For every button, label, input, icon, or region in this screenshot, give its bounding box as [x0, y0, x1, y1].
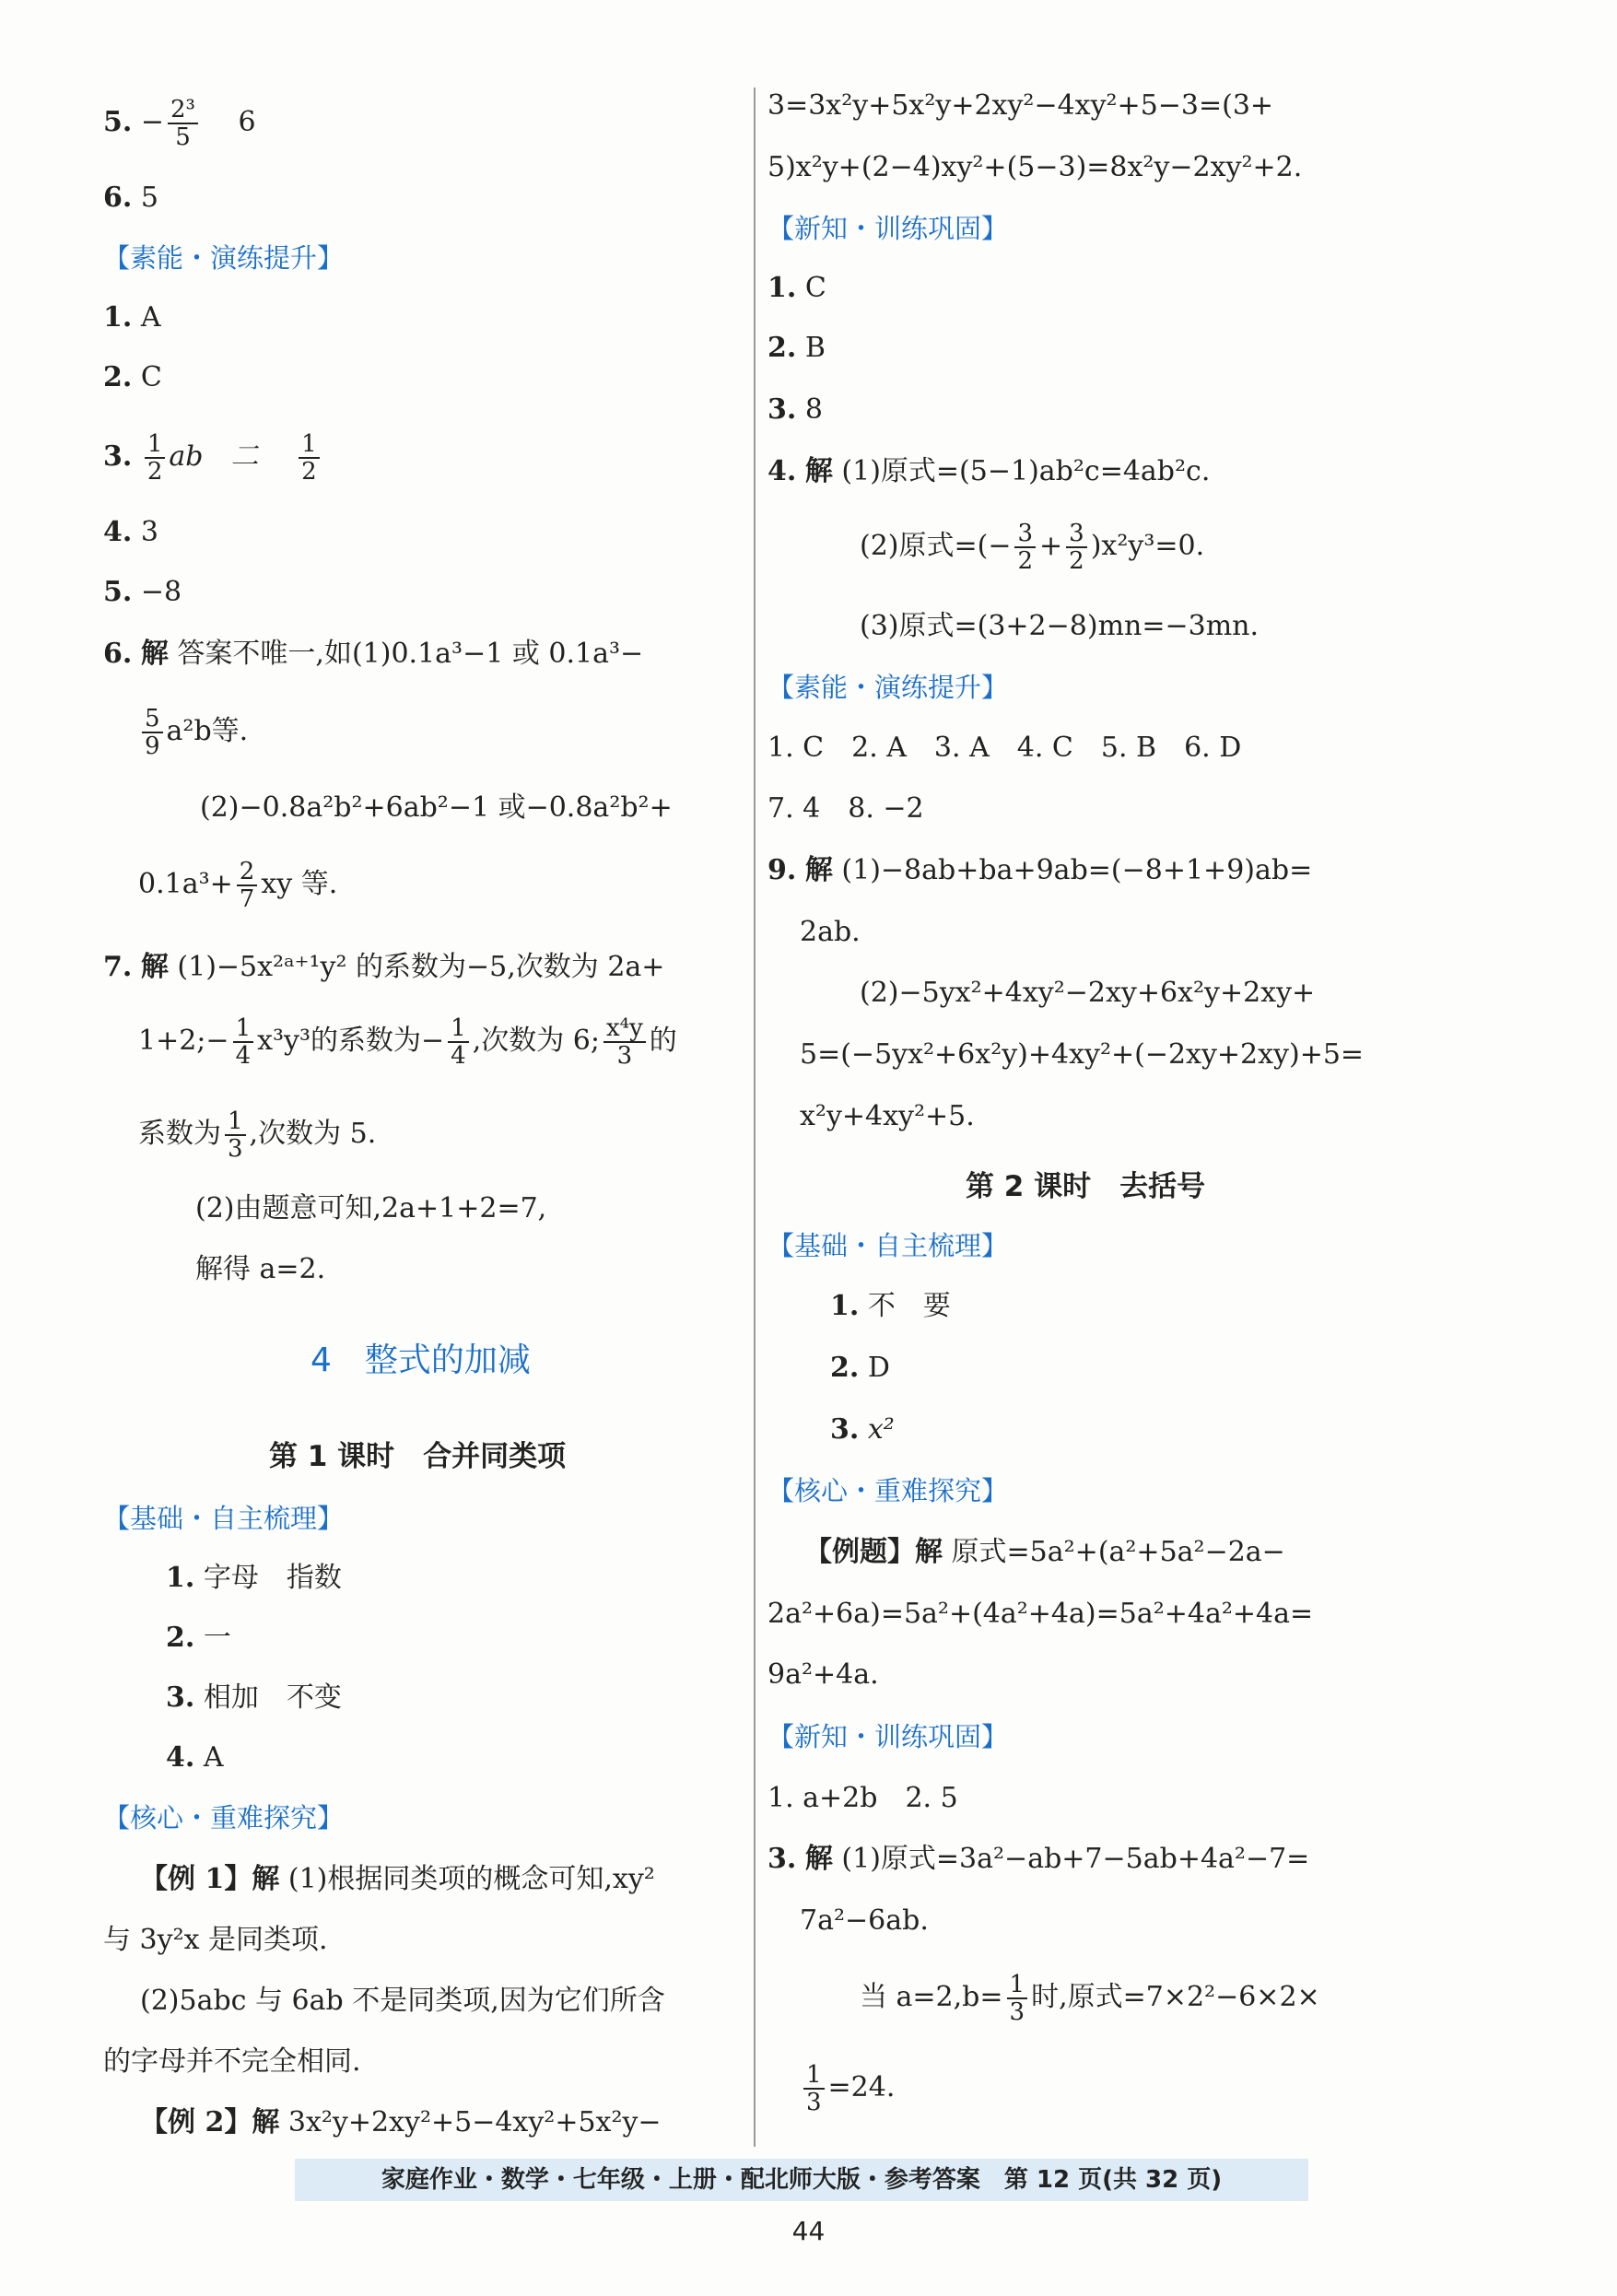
section-header: 【新知・训练巩固】 [767, 213, 1009, 244]
section-header: 【核心・重难探究】 [767, 1475, 1009, 1506]
example-2: 【例 2】解 3x²y+2xy²+5−4xy²+5x²y− [140, 2106, 662, 2138]
section-header: 【基础・自主梳理】 [767, 1230, 1009, 1261]
example-1-part2: (2)5abc 与 6ab 不是同类项,因为它们所含 [140, 1985, 665, 2017]
answer-row-7-8: 7. 4 8. −2 [767, 792, 924, 825]
answer-7-result: 解得 a=2. [195, 1253, 326, 1285]
section-header: 【素能・演练提升】 [767, 672, 1009, 703]
section-header: 【基础・自主梳理】 [103, 1503, 345, 1534]
lesson-title: 第 1 课时 合并同类项 [269, 1440, 567, 1473]
answer-6: 6. 5 [103, 182, 158, 214]
example-1-part2-cont: 的字母并不完全相同. [103, 2045, 361, 2078]
page-footer: 家庭作业・数学・七年级・上册・配北师大版・参考答案 第 12 页(共 32 页) [295, 2159, 1308, 2201]
answer-3: 3. 解 (1)原式=3a²−ab+7−5ab+4a²−7= [767, 1843, 1310, 1875]
answer-9-cont: 2ab. [800, 916, 861, 948]
section-header: 【素能・演练提升】 [103, 242, 345, 274]
answer-7-part2: (2)由题意可知,2a+1+2=7, [195, 1192, 547, 1224]
answer-5: 5. − $\frac{\text{2³}}{5}$ 6 [103, 96, 256, 151]
answer-1: 1. C [767, 272, 826, 304]
answer-9-part2: (2)−5yx²+4xy²−2xy+6x²y+2xy+ [860, 977, 1316, 1009]
answer-row-1-6: 1. C 2. A 3. A 4. C 5. B 6. D [767, 732, 1242, 764]
answer-3: 3. 相加 不变 [166, 1681, 342, 1714]
answer-3-result: $\frac{1}{3}$ =24. [800, 2062, 895, 2115]
answer-1: 1. A [103, 301, 161, 334]
answer-6-part2-cont: 0.1a³+ $\frac{2}{7}$ xy 等. [138, 858, 338, 913]
page-number: 44 [791, 2216, 826, 2246]
answer-7: 7. 解 (1)−5x²ᵃ⁺¹y² 的系数为−5,次数为 2a+ [103, 951, 665, 983]
answer-3: 3. $\frac{1}{2}$ ab 二 $\frac{1}{2}$ [103, 431, 323, 485]
chapter-title: 4 整式的加减 [311, 1341, 531, 1379]
answer-4: 4. 3 [103, 516, 158, 548]
answer-row-1-2: 1. a+2b 2. 5 [767, 1782, 958, 1814]
answer-6-part2: (2)−0.8a²b²+6ab²−1 或−0.8a²b²+ [200, 791, 673, 824]
example-result: 9a²+4a. [767, 1658, 879, 1691]
answer-6b: 6. 解 答案不唯一,如(1)0.1a³−1 或 0.1a³− [103, 638, 644, 670]
lesson-title: 第 2 课时 去括号 [966, 1170, 1206, 1203]
answer-7-cont: 1+2;− $\frac{1}{4}$ x³y³的系数为− $\frac{1}{4}$ ,次数为 6; $\frac{\text{x⁴y}}{3}$ 的 [138, 1014, 677, 1070]
answer-4: 4. 解 (1)原式=(5−1)ab²c=4ab²c. [767, 455, 1211, 487]
answer-9: 9. 解 (1)−8ab+ba+9ab=(−8+1+9)ab= [767, 854, 1313, 886]
answer-3-cont: 7a²−6ab. [800, 1904, 929, 1937]
answer-9-part2-cont: 5=(−5yx²+6x²y)+4xy²+(−2xy+2xy)+5= [800, 1038, 1365, 1071]
answer-6-cont: $\frac{5}{9}$ a²b等. [138, 706, 248, 759]
example-cont: 2a²+6a)=5a²+(4a²+4a)=5a²+4a²+4a= [767, 1598, 1314, 1630]
answer-4: 4. A [166, 1741, 224, 1774]
answer-4-part3: (3)原式=(3+2−8)mn=−3mn. [860, 610, 1260, 642]
example-2-cont2: 5)x²y+(2−4)xy²+(5−3)=8x²y−2xy²+2. [767, 151, 1303, 183]
answer-2: 2. 一 [166, 1622, 231, 1654]
answer-1: 1. 字母 指数 [166, 1562, 342, 1594]
example-1: 【例 1】解 (1)根据同类项的概念可知,xy² [140, 1863, 655, 1895]
answer-3-substitution: 当 a=2,b= $\frac{1}{3}$ 时,原式=7×2²−6×2× [860, 1971, 1320, 2026]
answer-2: 2. C [103, 361, 162, 393]
answer-1: 1. 不 要 [830, 1290, 951, 1322]
answer-9-result: x²y+4xy²+5. [800, 1100, 975, 1132]
answer-3: 3. 8 [767, 393, 823, 426]
example-1-cont: 与 3y²x 是同类项. [103, 1924, 328, 1956]
example-2-cont: 3=3x²y+5x²y+2xy²−4xy²+5−3=(3+ [767, 89, 1274, 122]
answer-7-cont2: 系数为 $\frac{1}{3}$ ,次数为 5. [138, 1107, 377, 1163]
answer-2: 2. B [767, 332, 826, 364]
answer-2: 2. D [830, 1352, 890, 1384]
example: 【例题】解 原式=5a²+(a²+5a²−2a− [804, 1536, 1285, 1568]
answer-5b: 5. −8 [103, 576, 182, 608]
answer-3: 3. x² [830, 1413, 895, 1446]
answer-4-part2: (2)原式=(− $\frac{3}{2}$ + $\frac{3}{2}$ )x²y³=0. [860, 520, 1205, 575]
column-divider [754, 88, 756, 2147]
section-header: 【核心・重难探究】 [103, 1802, 345, 1833]
section-header: 【新知・训练巩固】 [767, 1721, 1009, 1752]
